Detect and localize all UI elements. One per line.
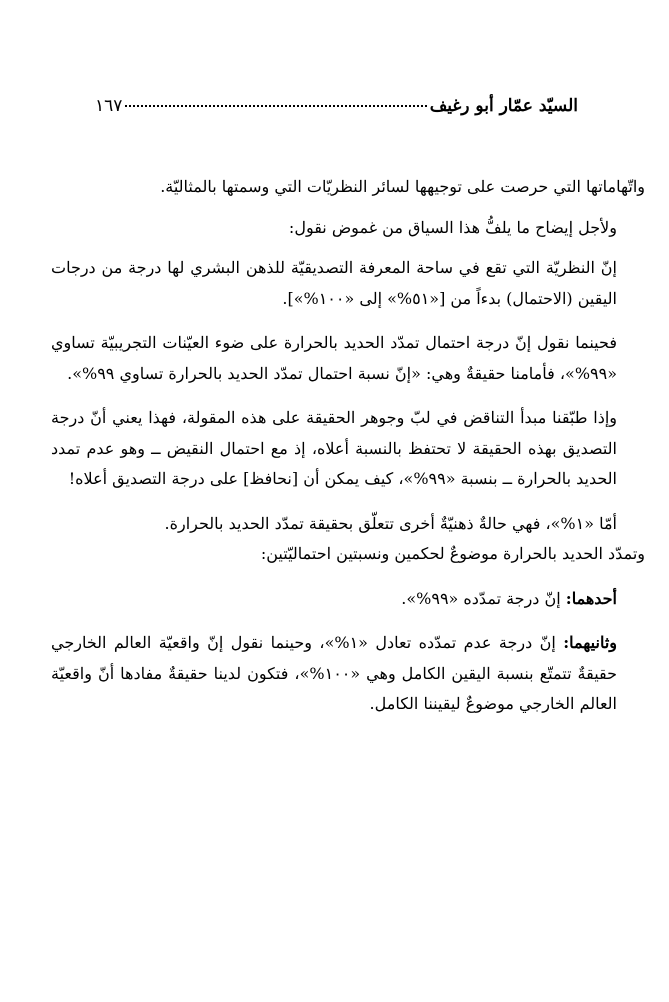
page-number: ١٦٧: [95, 96, 123, 116]
dot-leader: [125, 105, 426, 107]
item-label: وثانيهما:: [563, 633, 618, 652]
list-item: [51, 584, 645, 615]
paragraph: أمّا «١%»، فهي حالةٌ ذهنيّةٌ أخرى تتعلّق بحقيقة تمدّد الحديد بالحرارة.: [164, 513, 617, 533]
paragraph: واتّهاماتها التي حرصت على توجيهها لسائر النظريّات التي وسمتها بالمثاليّة.: [160, 177, 645, 196]
paragraph: ولأجل إيضاح ما يلفُّ هذا السياق من غموض نقول:: [288, 217, 617, 237]
running-header: [95, 96, 578, 122]
body-text: [51, 172, 645, 720]
item-text: إنّ درجة تمدّده «٩٩%».: [401, 588, 566, 608]
item-label: أحدهما:: [565, 588, 617, 608]
author-name: السيّد عمّار أبو رغيف: [429, 96, 578, 116]
item-text: إنّ درجة عدم تمدّده تعادل «١%»، وحينما نقول إنّ واقعيّة العالم الخارجي حقيقةٌ تتمتّع بنسبة اليقين الكامل وهي «١٠٠%»، فتكون لدينا حقيقةٌ مفادها أنّ واقعيّة العالم الخارجي موضوعٌ ليقيننا الكامل.: [51, 633, 618, 713]
paragraph: وإذا طبّقنا مبدأ التناقض في لبّ وجوهر الحقيقة على هذه المقولة، فهذا يعني أنّ درجة التصديق بهذه الحقيقة لا تحتفظ بالنسبة أعلاه، إذ مع احتمال النقيض ــ وهو عدم تمدد الحديد بالحرارة ــ بنسبة «٩٩%»، كيف يمكن أن [نحافظ] على درجة التصديق أعلاه!: [51, 408, 617, 488]
paragraph: إنّ النظريّة التي تقع في ساحة المعرفة التصديقيّة للذهن البشري لها درجة من درجات اليقين (الاحتمال) بدءاً من [«٥١%» إلى «١٠٠%»].: [51, 258, 617, 308]
paragraph: فحينما نقول إنّ درجة احتمال تمدّد الحديد بالحرارة على ضوء العيّنات التجريبيّة تساوي «٩٩%»، فأمامنا حقيقةٌ وهي: «إنّ نسبة احتمال تمدّد الحديد بالحرارة تساوي ٩٩%».: [51, 333, 617, 383]
paragraph: وتمدّد الحديد بالحرارة موضوعٌ لحكمين ونسبتين احتماليّتين:: [260, 544, 645, 563]
list-item: [51, 628, 645, 720]
